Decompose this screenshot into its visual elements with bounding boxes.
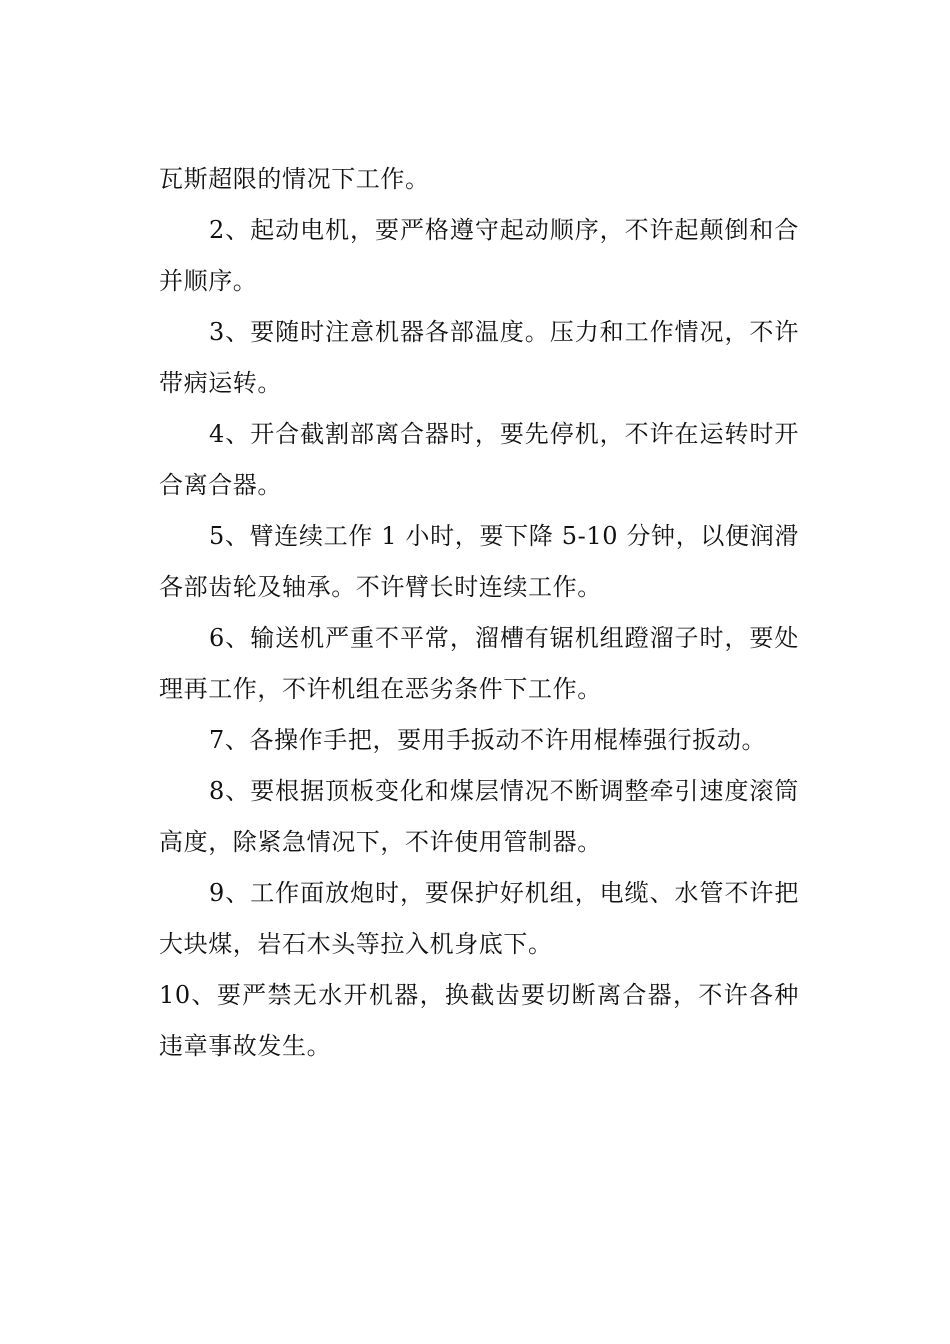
paragraph-5: 5、臂连续工作 1 小时，要下降 5-10 分钟，以便润滑各部齿轮及轴承。不许臂长时连续工作。 [159, 522, 799, 601]
paragraph-3: 3、要随时注意机器各部温度。压力和工作情况，不许带病运转。 [159, 318, 799, 397]
paragraph-1: 瓦斯超限的情况下工作。 [159, 165, 430, 193]
paragraph-4: 4、开合截割部离合器时，要先停机，不许在运转时开合离合器。 [159, 420, 799, 499]
paragraph-8: 8、要根据顶板变化和煤层情况不断调整牵引速度滚筒高度，除紧急情况下，不许使用管制器。 [159, 777, 799, 856]
paragraph-7: 7、各操作手把，要用手扳动不许用棍棒强行扳动。 [209, 726, 767, 754]
paragraph-6: 6、输送机严重不平常，溜槽有锯机组蹬溜子时，要处理再工作，不许机组在恶劣条件下工作。 [159, 624, 799, 703]
document-body [159, 154, 799, 1072]
paragraph-2: 2、起动电机，要严格遵守起动顺序，不许起颠倒和合并顺序。 [159, 216, 799, 295]
paragraph-9: 9、工作面放炮时，要保护好机组，电缆、水管不许把大块煤，岩石木头等拉入机身底下。 [159, 879, 799, 958]
paragraph-10: 10、要严禁无水开机器，换截齿要切断离合器，不许各种违章事故发生。 [159, 981, 799, 1060]
